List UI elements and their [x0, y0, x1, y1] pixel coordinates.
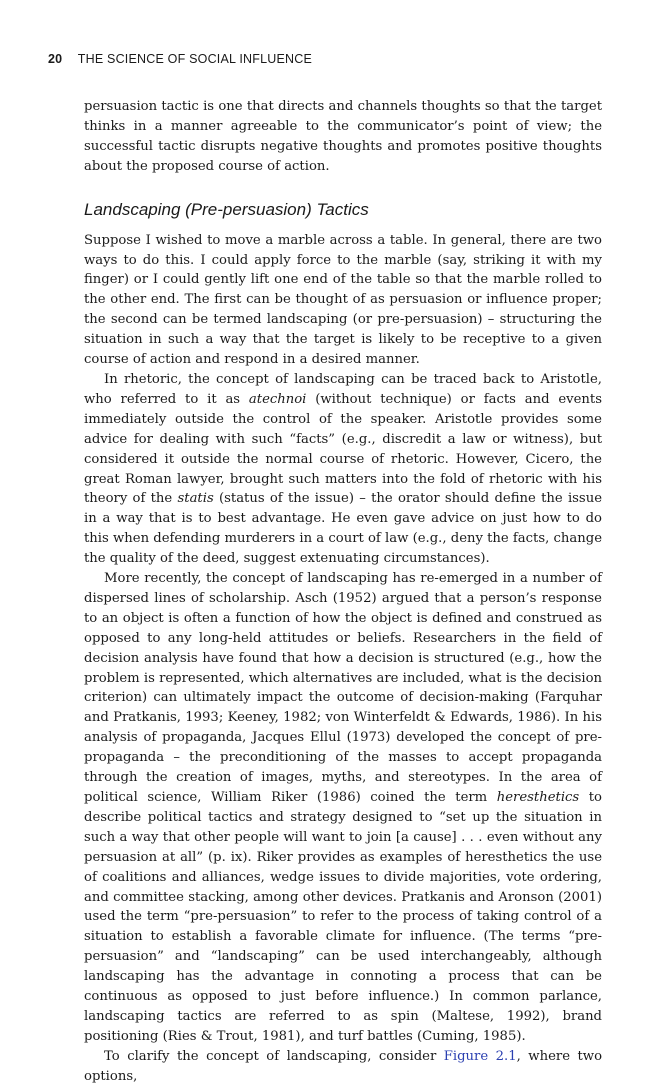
body-text [84, 97, 602, 1087]
paragraph-continuation: persuasion tactic is one that directs and channels thoughts so that the target thinks in a manner agreeable to the communicator’s point of view; the successful tactic disrupts negative thoughts and promotes positive thoughts about the proposed course of action. [84, 99, 602, 174]
term-atechnoi: atechnoi [248, 391, 307, 407]
paragraph-recent-scholarship: More recently, the concept of landscaping has re-emerged in a number of dispersed lines of scholarship. Asch (1952) argued that a person’s response to an object is often a function of how the object is defined and construed as opposed to any long-held attitudes or beliefs. Researchers in the field of decision analysis have found that how a decision is structured (e.g., how the problem is represented, which alternatives are included, what is the decision criterion) can ultimately impact the outcome of decision-making (Farquhar and Pratkanis, 1993; Keeney, 1982; von Winterfeldt & Edwards, 1986). In his analysis of propaganda, Jacques Ellul (1973) developed the concept of pre-propaganda – the preconditioning of the masses to accept propaganda through the creation of images, myths, and stereotypes. In the area of political science, William Riker (1986) coined the term heresthetics to describe political tactics and strategy designed to “set up the situation in such a way that other people will want to join [a cause] . . . even without any persuasion at all” (p. ix). Riker provides as examples of heresthetics the use of coalitions and alliances, wedge issues to divide majorities, vote ordering, and committee stacking, among other devices. Pratkanis and Aronson (2001) used the term “pre-persuasion” to refer to the process of taking control of a situation to establish a favorable climate for influence. (The terms “pre-persuasion” and “landscaping” can be used interchangeably, although landscaping has the advantage in connoting a process that can be continuous as opposed to just before influence.) In common parlance, landscaping tactics are referred to as spin (Maltese, 1992), brand positioning (Ries & Trout, 1981), and turf battles (Cuming, 1985). [84, 571, 602, 1044]
paragraph-rhetoric: In rhetoric, the concept of landscaping can be traced back to Aristotle, who referred to it as atechnoi (without technique) or facts and events immediately outside the control of the speaker. Aristotle provides some advice for dealing with such “facts” (e.g., discredit a law or witness), but considered it outside the normal course of rhetoric. However, Cicero, the great Roman lawyer, brought such matters into the fold of rhetoric with his theory of the statis (status of the issue) – the orator should define the issue in a way that is to best advantage. He even gave advice on just how to do this when defending murderers in a court of law (e.g., deny the facts, change the quality of the deed, suggest extenuating circumstances). [84, 371, 602, 567]
running-header [48, 52, 312, 66]
paragraph-marble: Suppose I wished to move a marble across a table. In general, there are two ways to do this. I could apply force to the marble (say, striking it with my finger) or I could gently lift one end of the table so that the marble rolled to the other end. The first can be thought of as persuasion or influence proper; the second can be termed landscaping (or pre-persuasion) – structuring the situation in such a way that the target is likely to be receptive to a given course of action and respond in a desired manner. [84, 232, 602, 368]
paragraph-clarify: To clarify the concept of landscaping, consider Figure 2.1, where two options, [84, 1048, 603, 1084]
running-title: THE SCIENCE OF SOCIAL INFLUENCE [77, 52, 313, 66]
term-statis: statis [177, 491, 214, 507]
term-heresthetics: heresthetics [496, 790, 580, 805]
page-number: 20 [48, 52, 63, 66]
figure-link[interactable]: Figure 2.1 [443, 1048, 517, 1064]
section-heading: Landscaping (Pre-persuasion) Tactics [84, 199, 369, 219]
